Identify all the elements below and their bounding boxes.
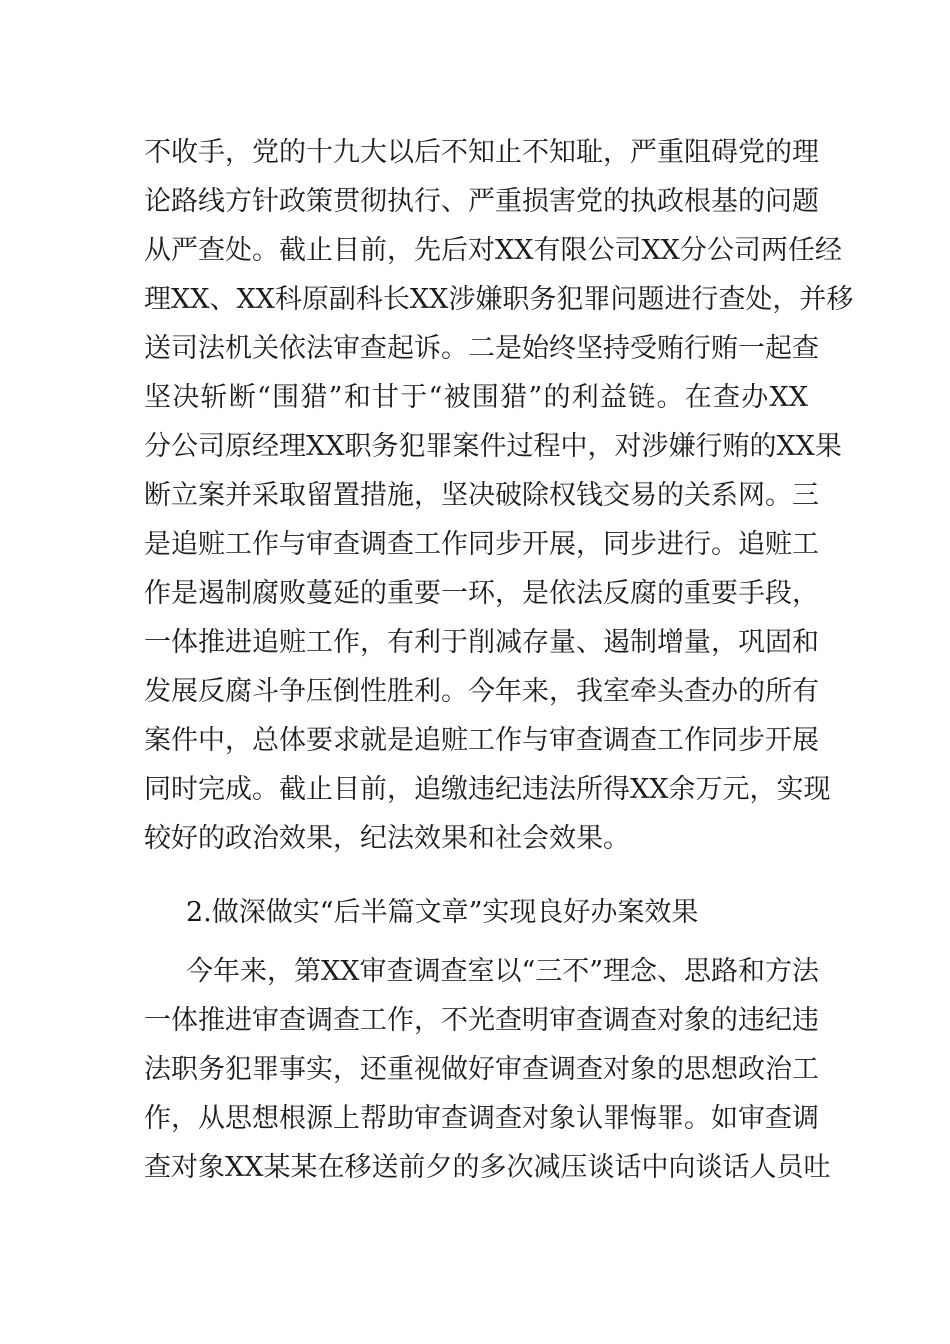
section-heading: 2.做深做实“后半篇文章”实现良好办案效果: [186, 897, 699, 928]
paragraph-1-line-5: 送司法机关依法审查起诉。二是始终坚持受贿行贿一起查: [144, 333, 819, 364]
paragraph-1-line-12: 发展反腐斗争压倒性胜利。今年来，我室牵头查办的所有: [144, 676, 819, 707]
paragraph-1-line-7: 分公司原经理XX职务犯罪案件过程中，对涉嫌行贿的XX果: [144, 431, 842, 462]
paragraph-2-line-2: 一体推进审查调查工作，不光查明审查调查对象的违纪违: [144, 1005, 819, 1036]
paragraph-1-line-2: 论路线方针政策贯彻执行、严重损害党的执政根基的问题: [144, 186, 819, 217]
paragraph-2-line-5: 查对象XX某某在移送前夕的多次减压谈话中向谈话人员吐: [144, 1152, 831, 1183]
paragraph-1-line-14: 同时完成。截止目前，追缴违纪违法所得XX余万元，实现: [144, 774, 831, 805]
paragraph-1-line-11: 一体推进追赃工作，有利于削减存量、遏制增量，巩固和: [144, 627, 819, 658]
paragraph-1-line-15: 较好的政治效果，纪法效果和社会效果。: [144, 823, 630, 854]
paragraph-1-line-10: 作是遏制腐败蔓延的重要一环，是依法反腐的重要手段，: [144, 578, 819, 609]
paragraph-2-line-4: 作，从思想根源上帮助审查调查对象认罪悔罪。如审查调: [144, 1103, 819, 1134]
paragraph-1-line-3: 从严查处。截止目前，先后对XX有限公司XX分公司两任经: [144, 235, 842, 266]
paragraph-2-line-1: 今年来，第XX审查调查室以“三不”理念、思路和方法: [186, 956, 820, 987]
paragraph-2-line-3: 法职务犯罪事实，还重视做好审查调查对象的思想政治工: [144, 1054, 819, 1085]
paragraph-1-line-8: 断立案并采取留置措施，坚决破除权钱交易的关系网。三: [144, 480, 819, 511]
paragraph-1-line-1: 不收手，党的十九大以后不知止不知耻，严重阻碍党的理: [144, 137, 819, 168]
paragraph-1-line-13: 案件中，总体要求就是追赃工作与审查调查工作同步开展: [144, 725, 819, 756]
paragraph-1-line-6: 坚决斩断“围猎”和甘于“被围猎”的利益链。在查办XX: [144, 382, 808, 413]
paragraph-1-line-4: 理XX、XX科原副科长XX涉嫌职务犯罪问题进行查处，并移: [144, 284, 854, 315]
paragraph-1-line-9: 是追赃工作与审查调查工作同步开展，同步进行。追赃工: [144, 529, 819, 560]
